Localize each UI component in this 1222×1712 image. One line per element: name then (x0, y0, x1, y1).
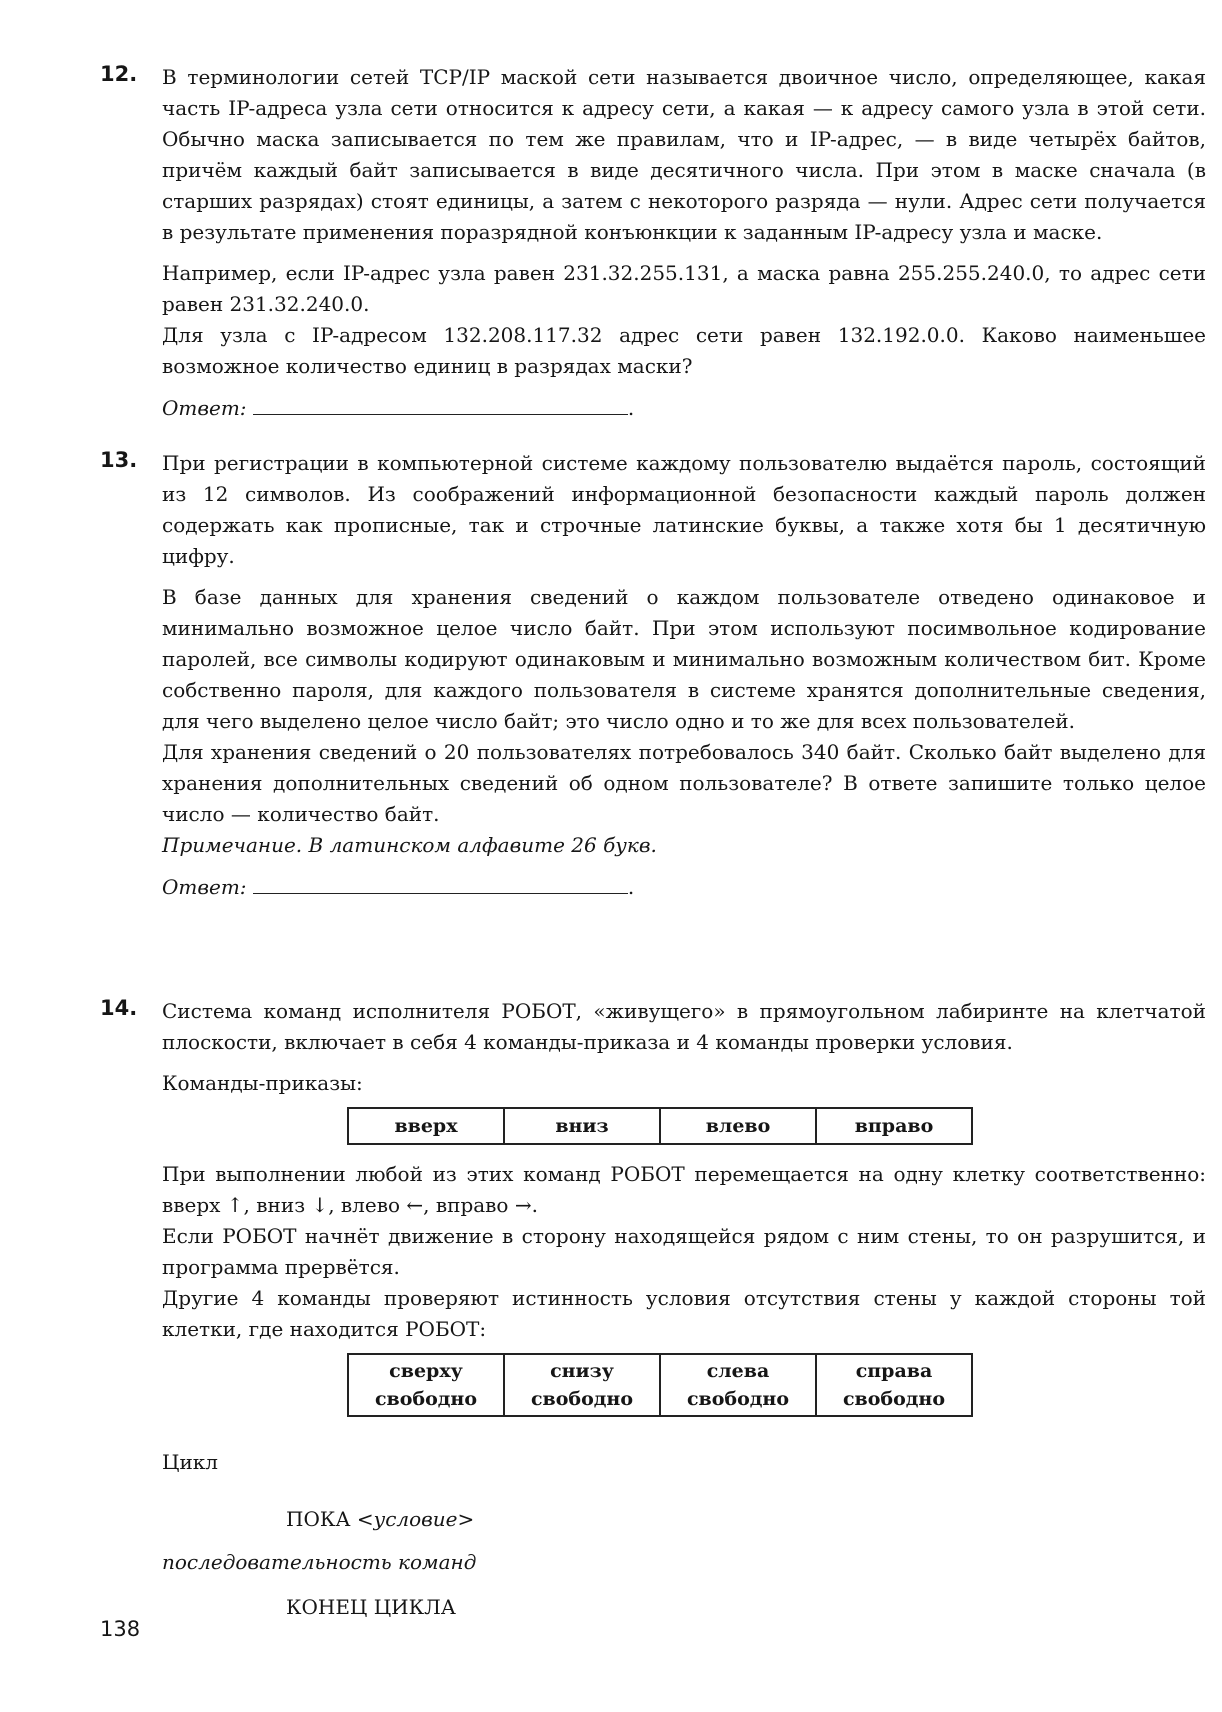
order-right: вправо (816, 1108, 972, 1144)
task-number: 13. (100, 448, 138, 472)
orders-label: Команды-приказы: (162, 1071, 363, 1095)
answer-label: Ответ: (162, 875, 247, 899)
page-number: 138 (100, 1617, 141, 1641)
order-up: вверх (348, 1108, 504, 1144)
condition-top-free: сверху свободно (348, 1354, 504, 1416)
order-left: влево (660, 1108, 816, 1144)
loop-while: ПОКА <условие> (286, 1507, 475, 1531)
condition-left-free: слева свободно (660, 1354, 816, 1416)
task-13 (100, 448, 1206, 903)
loop-end: КОНЕЦ ЦИКЛА (286, 1595, 456, 1619)
task-14 (100, 996, 1206, 1623)
question-text: Для узла с IP-адресом 132.208.117.32 адрес сети равен 132.192.0.0. Каково наименьшее возможное количество единиц в разрядах маски? (162, 323, 1206, 378)
task-number: 12. (100, 62, 138, 86)
answer-field: Ответ: . (162, 392, 1206, 424)
orders-table (347, 1107, 973, 1145)
conditions-text: Другие 4 команды проверяют истинность условия отсутствия стены у каждой стороны той клетки, где находится РОБОТ: (162, 1286, 1206, 1341)
loop-syntax (162, 1447, 1206, 1623)
task-12 (100, 62, 1206, 424)
move-text: При выполнении любой из этих команд РОБОТ перемещается на одну клетку соответственно: вверх ↑, вниз ↓, влево ←, вправо →. (162, 1162, 1206, 1217)
task-text: При регистрации в компьютерной системе каждому пользователю выдаётся пароль, состоящий из 12 символов. Из соображений информационной безопасности каждый пароль должен содержать как прописные, так и строчные латинские буквы, а также хотя бы 1 десятичную цифру. (162, 451, 1206, 568)
task-number: 14. (100, 996, 138, 1020)
loop-body: последовательность команд (162, 1550, 477, 1574)
wall-text: Если РОБОТ начнёт движение в сторону находящейся рядом с ним стены, то он разрушится, и программа прервётся. (162, 1224, 1206, 1279)
answer-field: Ответ: . (162, 871, 1206, 903)
task-text: В терминологии сетей TCP/IP маской сети называется двоичное число, определяющее, какая часть IP-адреса узла сети относится к адресу сети, а какая — к адресу самого узла в этой сети. Обычно маска записывается по тем же правилам, что и IP-адрес, — в виде четырёх байтов, причём каждый байт записывается в виде десятичного числа. При этом в маске сначала (в старших разрядах) стоят единицы, а затем с некоторого разряда — нули. Адрес сети получается в результате применения поразрядной конъюнкции к заданным IP-адресу узла и маске. (162, 65, 1206, 244)
task-text: Система команд исполнителя РОБОТ, «живущего» в прямоугольном лабиринте на клетчатой плоскости, включает в себя 4 команды-приказа и 4 команды проверки условия. (162, 999, 1206, 1054)
task-text-2: В базе данных для хранения сведений о каждом пользователе отведено одинаковое и минимально возможное целое число байт. При этом используют посимвольное кодирование паролей, все символы кодируют одинаковым и минимально возможным количеством бит. Кроме собственно пароля, для каждого пользователя в системе хранятся дополнительные сведения, для чего выделено целое число байт; это число одно и то же для всех пользователей. (162, 585, 1206, 733)
example-text: Например, если IP-адрес узла равен 231.32.255.131, а маска равна 255.255.240.0, то адрес сети равен 231.32.240.0. (162, 261, 1206, 316)
note-text: Примечание. В латинском алфавите 26 букв. (162, 833, 657, 857)
order-down: вниз (504, 1108, 660, 1144)
condition-bottom-free: снизу свободно (504, 1354, 660, 1416)
answer-label: Ответ: (162, 396, 247, 420)
condition-right-free: справа свободно (816, 1354, 972, 1416)
answer-line[interactable] (253, 392, 628, 415)
loop-word: Цикл (162, 1450, 218, 1474)
conditions-table (347, 1353, 973, 1417)
answer-line[interactable] (253, 871, 628, 894)
question-text: Для хранения сведений о 20 пользователях потребовалось 340 байт. Сколько байт выделено для хранения дополнительных сведений об одном пользователе? В ответе запишите только целое число — количество байт. (162, 740, 1206, 826)
